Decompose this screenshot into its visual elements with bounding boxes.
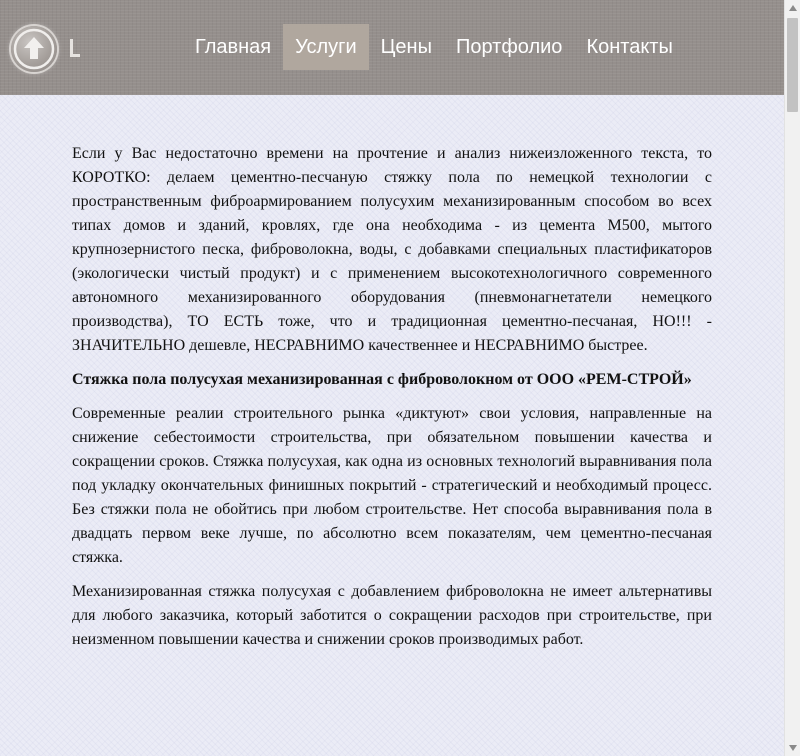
main-nav — [183, 24, 685, 70]
header — [0, 0, 784, 95]
nav-item-home[interactable]: Главная — [195, 35, 272, 58]
scroll-thumb[interactable] — [787, 18, 798, 112]
body-paragraph-2: Механизированная стяжка полусухая с добавлением фиброволокна не имеет альтернативы для любого заказчика, который заботится о сокращении расходов при строительстве, при неизменном повышении качества и снижении сроков производимых работ. — [72, 583, 712, 648]
logo[interactable] — [11, 26, 57, 72]
scroll-down-button[interactable] — [785, 740, 800, 756]
up-arrow-circle-icon — [11, 26, 57, 72]
body-paragraph-1: Современные реалии строительного рынка «диктуют» свои условия, направленные на снижение себестоимости строительства, при обязательном повышении качества и сокращении сроков. Стяжка полусухая, как одна из основных технологий выравнивания пола под укладку окончательных финишных покрытий - стратегический и необходимый процесс. Без стяжки пола не обойтись при любом строительстве. Нет способа выравнивания пола в двадцать первом веке лучше, по абсолютно всем показателям, чем цементно-песчаная стяжка. — [72, 405, 712, 566]
section-heading: Стяжка пола полусухая механизированная с фиброволокном от ООО «РЕМ-СТРОЙ» — [72, 371, 692, 388]
vertical-scrollbar[interactable] — [784, 0, 800, 756]
logo-mark-icon — [69, 38, 81, 58]
scroll-up-button[interactable] — [785, 0, 800, 16]
intro-paragraph: Если у Вас недостаточно времени на прочтение и анализ нижеизложенного текста, то КОРОТКО: делаем цементно-песчаную стяжку пола по немецкой технологии с пространственным фиброармированием полусухим механизированным способом во всех типах домов и зданий, кровлях, где она необходима - из цемента М500, мытого крупнозернистого песка, фиброволокна, воды, с добавками специальных пластификаторов (экологически чистый продукт) и с применением высокотехнологичного современного автономного механизированного оборудования (пневмонагнетатели немецкого производства), ТО ЕСТЬ тоже, что и традиционная цементно-песчаная, НО!!! - ЗНАЧИТЕЛЬНО дешевле, НЕСРАВНИМО качественнее и НЕСРАВНИМО быстрее. — [72, 145, 712, 354]
nav-item-portfolio[interactable]: Портфолио — [455, 35, 563, 58]
nav-item-prices[interactable]: Цены — [380, 35, 432, 58]
scroll-up-arrow-icon — [789, 5, 797, 11]
nav-item-contacts[interactable]: Контакты — [586, 35, 673, 58]
article — [72, 142, 712, 662]
nav-item-services[interactable]: Услуги — [283, 24, 369, 70]
scroll-down-arrow-icon — [789, 745, 797, 751]
